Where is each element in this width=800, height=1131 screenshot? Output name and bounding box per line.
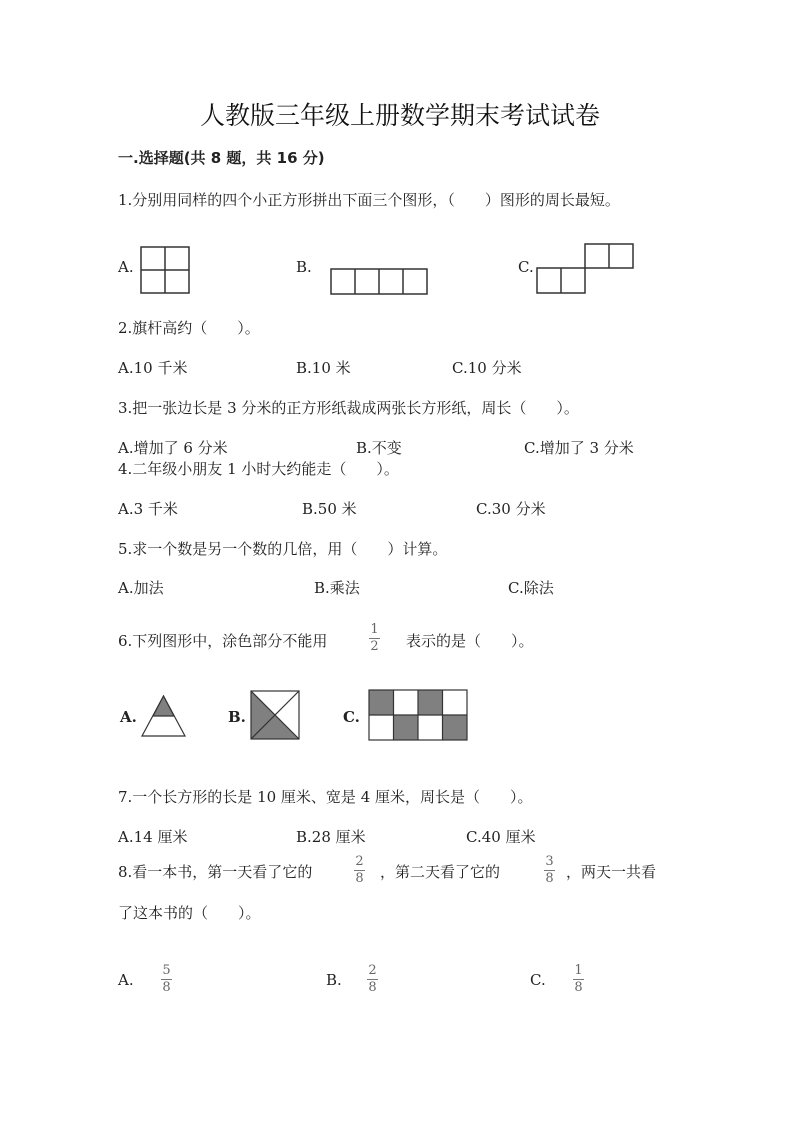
q8-option-a-fraction — [161, 964, 172, 995]
q1-option-c-label: C. — [518, 258, 534, 276]
section-heading: 一.选择题(共 8 题，共 16 分) — [118, 149, 325, 167]
q8-fraction-2-denominator: 8 — [545, 871, 554, 886]
q7-option-b: B.28 厘米 — [296, 828, 366, 846]
question-3-text: 3.把一张边长是 3 分米的正方形纸裁成两张长方形纸，周长（ ）。 — [118, 399, 579, 417]
q8-option-c-label: C. — [530, 971, 546, 989]
q6-figure-c-grid — [368, 689, 470, 741]
q3-option-c: C.增加了 3 分米 — [524, 439, 634, 457]
q8-fraction-2-numerator: 3 — [545, 854, 554, 869]
q8-option-a-label: A. — [118, 971, 134, 989]
q4-option-a: A.3 千米 — [118, 500, 178, 518]
question-4-text: 4.二年级小朋友 1 小时大约能走（ ）。 — [118, 460, 399, 478]
q8-option-c-denominator: 8 — [574, 980, 583, 995]
q8-fraction-1-numerator: 2 — [355, 854, 364, 869]
q6-figure-b-square — [250, 690, 300, 740]
question-6-text-after: 表示的是（ ）。 — [406, 632, 534, 650]
q8-option-b-denominator: 8 — [368, 980, 377, 995]
q6-fraction — [369, 623, 380, 654]
q8-option-a-numerator: 5 — [162, 963, 171, 978]
q4-option-b: B.50 米 — [302, 500, 357, 518]
q3-option-a: A.增加了 6 分米 — [118, 439, 228, 457]
question-6-text-before: 6.下列图形中，涂色部分不能用 — [118, 632, 328, 650]
q2-option-a: A.10 千米 — [118, 359, 188, 377]
q6-figure-a-triangle — [141, 694, 187, 738]
q8-fraction-1-denominator: 8 — [355, 871, 364, 886]
question-8-text-part1: 8.看一本书，第一天看了它的 — [118, 863, 313, 881]
q1-option-b-label: B. — [296, 258, 312, 276]
q1-figure-c — [536, 243, 636, 295]
q8-option-b-numerator: 2 — [368, 963, 377, 978]
q2-option-b: B.10 米 — [296, 359, 351, 377]
q6-option-c-label: C. — [343, 708, 360, 726]
q7-option-c: C.40 厘米 — [466, 828, 536, 846]
question-7-text: 7.一个长方形的长是 10 厘米、宽是 4 厘米，周长是（ ）。 — [118, 788, 533, 806]
q8-option-b-fraction — [367, 964, 378, 995]
q6-option-a-label: A. — [120, 708, 137, 726]
q8-option-c-fraction — [573, 964, 584, 995]
q8-option-c-numerator: 1 — [574, 963, 583, 978]
q5-option-a: A.加法 — [118, 579, 164, 597]
question-8-text-part3: ，两天一共看 — [566, 863, 657, 881]
q7-option-a: A.14 厘米 — [118, 828, 188, 846]
q8-fraction-2 — [544, 855, 555, 886]
q6-fraction-numerator: 1 — [370, 622, 379, 637]
q1-figure-a — [140, 246, 192, 294]
question-2-text: 2.旗杆高约（ ）。 — [118, 319, 260, 337]
q5-option-c: C.除法 — [508, 579, 554, 597]
q8-option-b-label: B. — [326, 971, 342, 989]
q3-option-b: B.不变 — [356, 439, 402, 457]
q8-fraction-1 — [354, 855, 365, 886]
q8-option-a-denominator: 8 — [162, 980, 171, 995]
question-1-text: 1.分别用同样的四个小正方形拼出下面三个图形，（ ）图形的周长最短。 — [118, 191, 620, 209]
question-8-text-line2: 了这本书的（ ）。 — [118, 904, 261, 922]
page-title: 人教版三年级上册数学期末考试试卷 — [199, 101, 600, 130]
question-5-text: 5.求一个数是另一个数的几倍，用（ ）计算。 — [118, 540, 448, 558]
q1-figure-b — [330, 268, 430, 296]
q6-option-b-label: B. — [228, 708, 246, 726]
question-8-text-part2: ，第二天看了它的 — [380, 863, 501, 881]
q1-option-a-label: A. — [118, 258, 134, 276]
q5-option-b: B.乘法 — [314, 579, 360, 597]
q6-fraction-denominator: 2 — [370, 639, 379, 654]
q4-option-c: C.30 分米 — [476, 500, 546, 518]
q2-option-c: C.10 分米 — [452, 359, 522, 377]
